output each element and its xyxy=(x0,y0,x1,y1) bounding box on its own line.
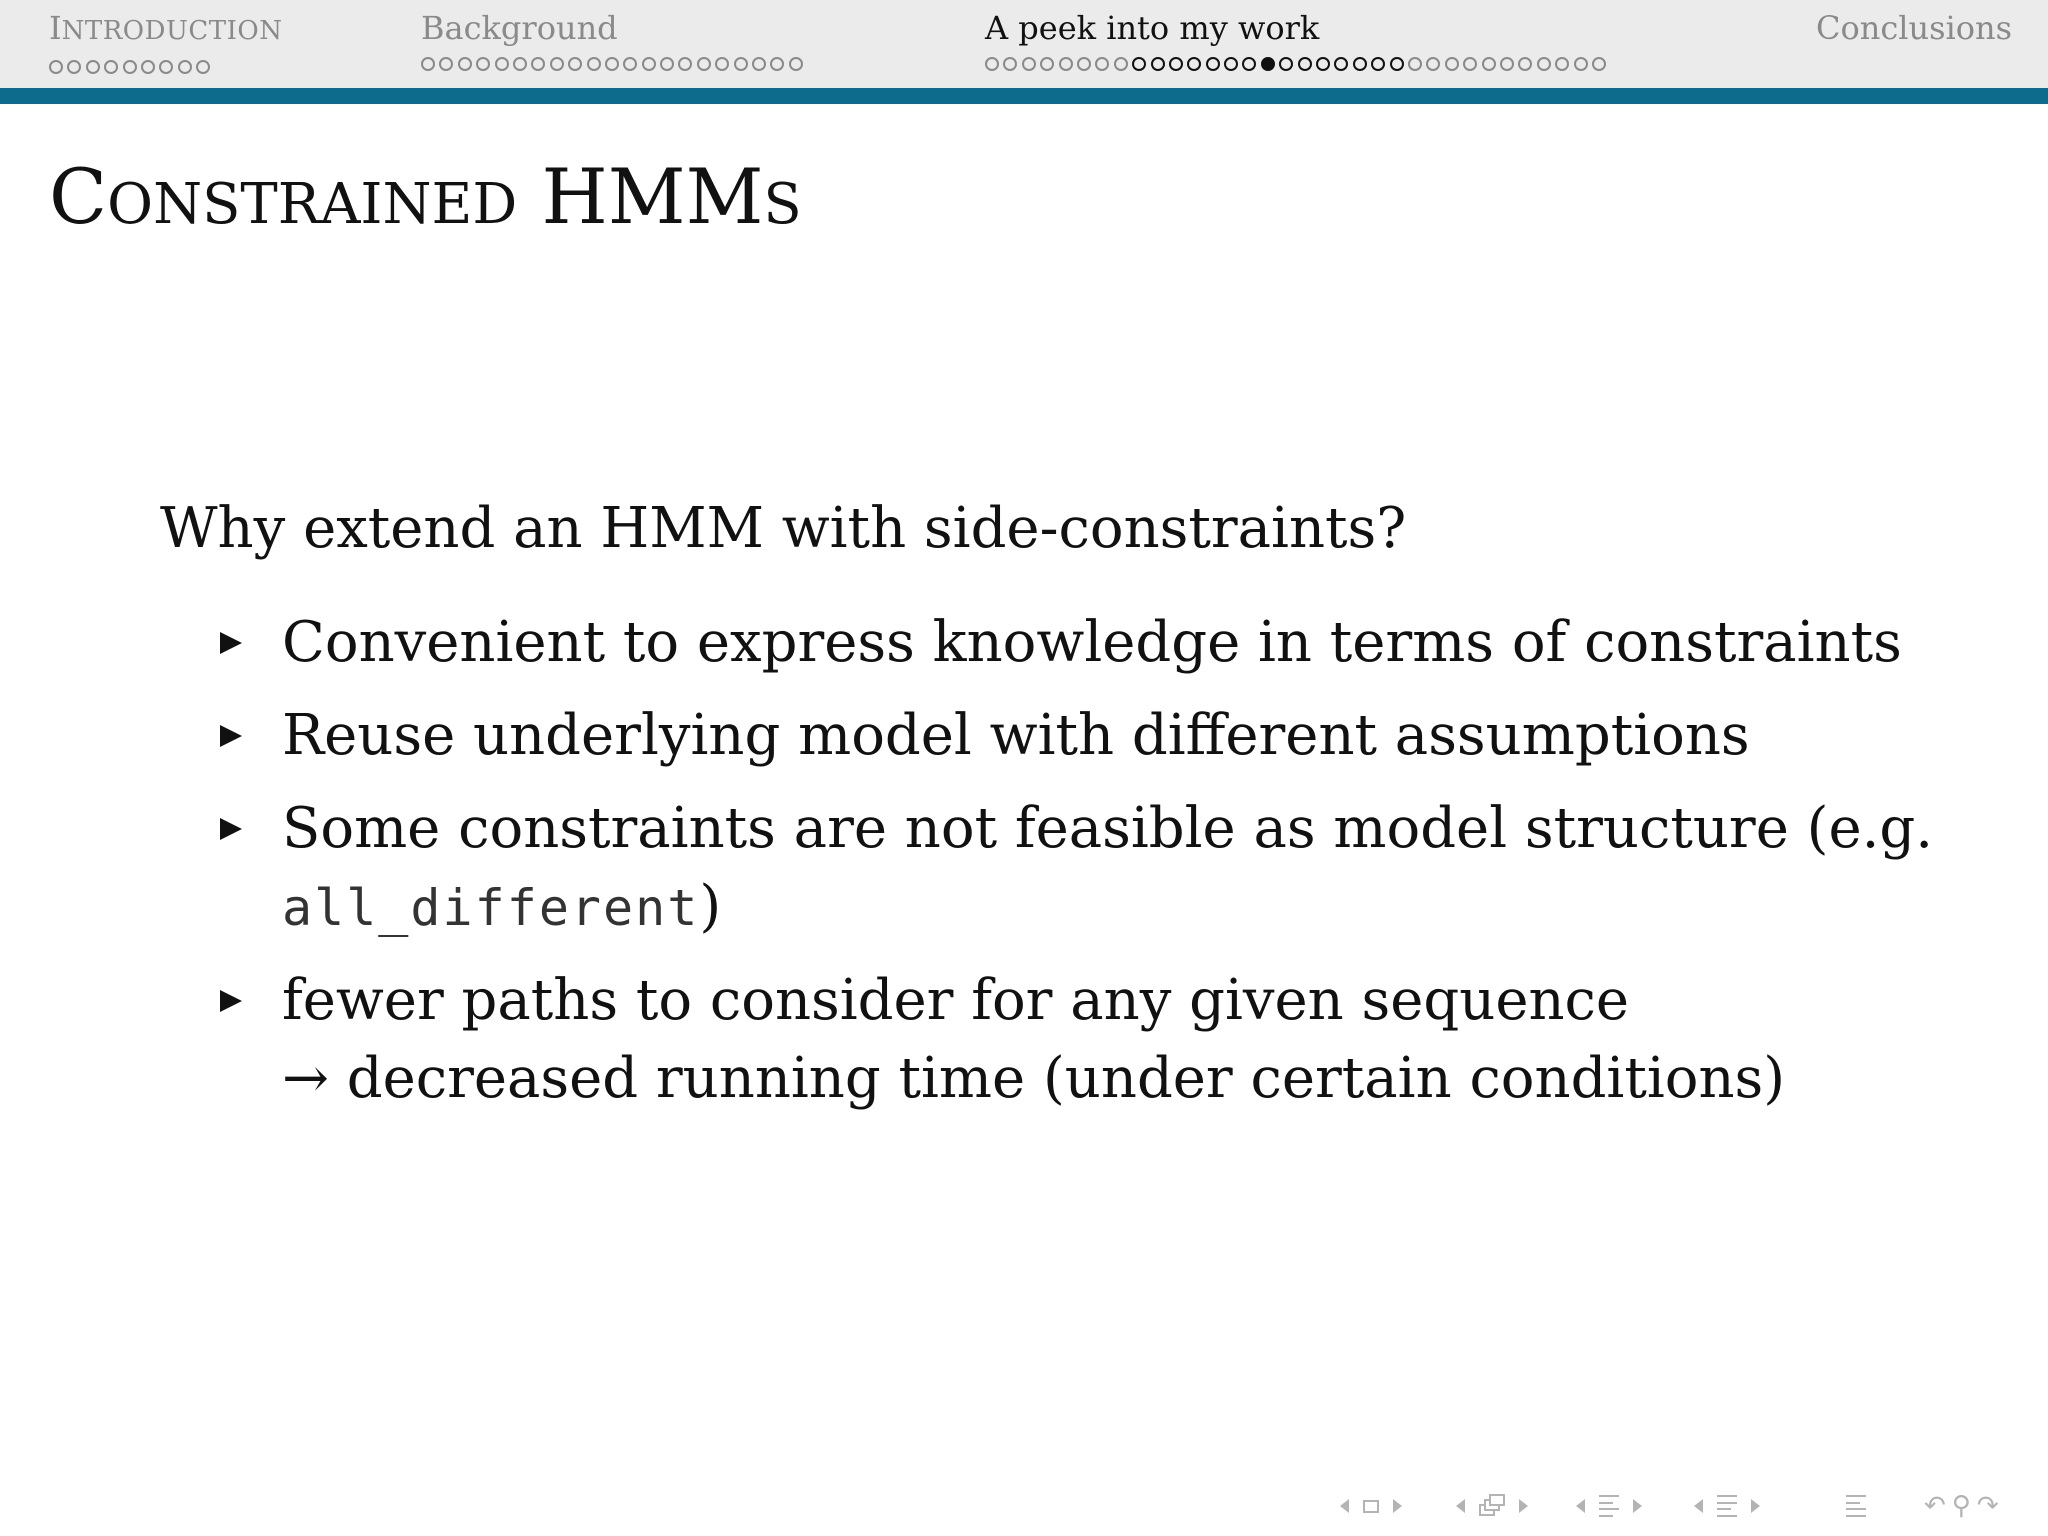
next-subsection-arrow-icon[interactable] xyxy=(1519,1499,1528,1513)
slide-dot[interactable] xyxy=(495,57,509,71)
slide-dots xyxy=(421,54,807,74)
slide-dot[interactable] xyxy=(715,57,729,71)
nav-section-group xyxy=(1576,1488,1642,1524)
bullet-triangle-icon xyxy=(220,990,242,1012)
slide-dot[interactable] xyxy=(1426,57,1440,71)
nav-document-group xyxy=(1694,1488,1760,1524)
slide-dot[interactable] xyxy=(697,57,711,71)
slide-dot[interactable] xyxy=(159,60,173,74)
slide-dots xyxy=(49,57,282,77)
slide-dot[interactable] xyxy=(104,60,118,74)
slide-dot[interactable] xyxy=(678,57,692,71)
slide-dots xyxy=(985,54,1610,74)
bullet-triangle-icon xyxy=(220,725,242,747)
prev-subsection-arrow-icon[interactable] xyxy=(1456,1499,1465,1513)
current-slide-dot[interactable] xyxy=(1261,57,1275,71)
slide-dot[interactable] xyxy=(1334,57,1348,71)
document-icon[interactable] xyxy=(1717,1495,1737,1517)
slide-dot[interactable] xyxy=(1518,57,1532,71)
slide-dot[interactable] xyxy=(1077,57,1091,71)
list-item xyxy=(220,697,2020,775)
slide-dot[interactable] xyxy=(1022,57,1036,71)
nav-section-title[interactable]: Background xyxy=(421,9,618,47)
bullet-text-continued: → decreased running time (under certain conditions) xyxy=(282,1046,1786,1111)
slide-dot[interactable] xyxy=(1187,57,1201,71)
section-navigation-bar xyxy=(0,0,2048,88)
slide-dot[interactable] xyxy=(1500,57,1514,71)
slide-dot[interactable] xyxy=(531,57,545,71)
bullet-text: Reuse underlying model with different assumptions xyxy=(282,703,1750,768)
list-item xyxy=(220,962,2020,1118)
slide-dot[interactable] xyxy=(1279,57,1293,71)
prev-document-arrow-icon[interactable] xyxy=(1694,1499,1703,1513)
frame-icon[interactable] xyxy=(1363,1500,1379,1513)
bullet-text: Some constraints are not feasible as model structure (e.g. xyxy=(282,796,1934,861)
slide-dot[interactable] xyxy=(123,60,137,74)
bullet-triangle-icon xyxy=(220,632,242,654)
slide-dot[interactable] xyxy=(86,60,100,74)
code-term: all_different xyxy=(282,879,700,937)
slide-dot[interactable] xyxy=(67,60,81,74)
slide-dot[interactable] xyxy=(1371,57,1385,71)
back-icon[interactable]: ↶ xyxy=(1924,1491,1946,1521)
slide-dot[interactable] xyxy=(660,57,674,71)
bullet-text-continued: all_different) xyxy=(282,874,722,939)
slide-dot[interactable] xyxy=(1445,57,1459,71)
slide-dot[interactable] xyxy=(1224,57,1238,71)
search-icon[interactable]: ⚲ xyxy=(1951,1491,1971,1521)
slide-dot[interactable] xyxy=(1353,57,1367,71)
right-arrow-symbol: → xyxy=(282,1046,329,1111)
list-item xyxy=(220,790,2020,947)
slide-dot[interactable] xyxy=(1316,57,1330,71)
nav-subsection-group xyxy=(1456,1488,1528,1524)
nav-appendix-group xyxy=(1846,1488,1866,1524)
slide-dot[interactable] xyxy=(1114,57,1128,71)
slide-dot[interactable] xyxy=(513,57,527,71)
nav-section-title[interactable]: INTRODUCTION xyxy=(49,9,283,47)
nav-section-title[interactable]: Conclusions xyxy=(1816,9,2013,47)
nav-section-background[interactable] xyxy=(421,8,807,74)
slide-dot[interactable] xyxy=(605,57,619,71)
slide-dot[interactable] xyxy=(1059,57,1073,71)
nav-section-introduction[interactable] xyxy=(49,8,282,77)
bullet-triangle-icon xyxy=(220,818,242,840)
slide-dot[interactable] xyxy=(1537,57,1551,71)
slide-dot[interactable] xyxy=(550,57,564,71)
section-icon[interactable] xyxy=(1599,1495,1619,1517)
next-frame-arrow-icon[interactable] xyxy=(1393,1499,1402,1513)
nav-section-title[interactable]: A peek into my work xyxy=(985,9,1320,47)
next-section-arrow-icon[interactable] xyxy=(1633,1499,1642,1513)
slide-dot[interactable] xyxy=(587,57,601,71)
slide-dot[interactable] xyxy=(1169,57,1183,71)
slide-dot[interactable] xyxy=(1095,57,1109,71)
slide-dot[interactable] xyxy=(642,57,656,71)
slide-dot[interactable] xyxy=(1151,57,1165,71)
slide-dot[interactable] xyxy=(421,57,435,71)
subsection-icon[interactable] xyxy=(1479,1494,1505,1518)
slide-dot[interactable] xyxy=(196,60,210,74)
slide-dot[interactable] xyxy=(49,60,63,74)
slide-dot[interactable] xyxy=(734,57,748,71)
nav-search-group xyxy=(1924,1488,1999,1524)
slide-dot[interactable] xyxy=(1592,57,1606,71)
slide-dot[interactable] xyxy=(476,57,490,71)
slide-dot[interactable] xyxy=(568,57,582,71)
slide-dot[interactable] xyxy=(1390,57,1404,71)
list-item xyxy=(220,604,2020,682)
slide-dot[interactable] xyxy=(1298,57,1312,71)
slide-dot[interactable] xyxy=(1206,57,1220,71)
nav-section-peek-into-my-work[interactable] xyxy=(985,8,1610,74)
slide-dot[interactable] xyxy=(623,57,637,71)
slide-dot[interactable] xyxy=(1482,57,1496,71)
slide-dot[interactable] xyxy=(1040,57,1054,71)
slide-dot[interactable] xyxy=(789,57,803,71)
next-document-arrow-icon[interactable] xyxy=(1751,1499,1760,1513)
slide-dot[interactable] xyxy=(439,57,453,71)
nav-section-conclusions[interactable] xyxy=(1816,8,2012,48)
slide-dot[interactable] xyxy=(1408,57,1422,71)
slide-dot[interactable] xyxy=(1463,57,1477,71)
prev-section-arrow-icon[interactable] xyxy=(1576,1499,1585,1513)
prev-frame-arrow-icon[interactable] xyxy=(1340,1499,1349,1513)
slide-dot[interactable] xyxy=(1555,57,1569,71)
nav-frame-group xyxy=(1340,1488,1402,1524)
bullet-list xyxy=(220,604,2020,1133)
question-text: Why extend an HMM with side-constraints? xyxy=(160,496,1407,561)
slide-dot[interactable] xyxy=(1132,57,1146,71)
slide-dot[interactable] xyxy=(458,57,472,71)
forward-icon[interactable]: ↷ xyxy=(1976,1491,1999,1521)
slide-dot[interactable] xyxy=(752,57,766,71)
appendix-icon[interactable] xyxy=(1846,1495,1866,1517)
bullet-text: Convenient to express knowledge in terms of constraints xyxy=(282,610,1902,675)
slide-dot[interactable] xyxy=(770,57,784,71)
slide-dot[interactable] xyxy=(1574,57,1588,71)
slide-dot[interactable] xyxy=(1242,57,1256,71)
frame-title: CONSTRAINED HMMS xyxy=(49,152,802,241)
header-rule xyxy=(0,88,2048,104)
bullet-text: fewer paths to consider for any given sequence xyxy=(282,968,1630,1033)
slide-dot[interactable] xyxy=(178,60,192,74)
slide-dot[interactable] xyxy=(985,57,999,71)
slide-dot[interactable] xyxy=(1003,57,1017,71)
slide-dot[interactable] xyxy=(141,60,155,74)
